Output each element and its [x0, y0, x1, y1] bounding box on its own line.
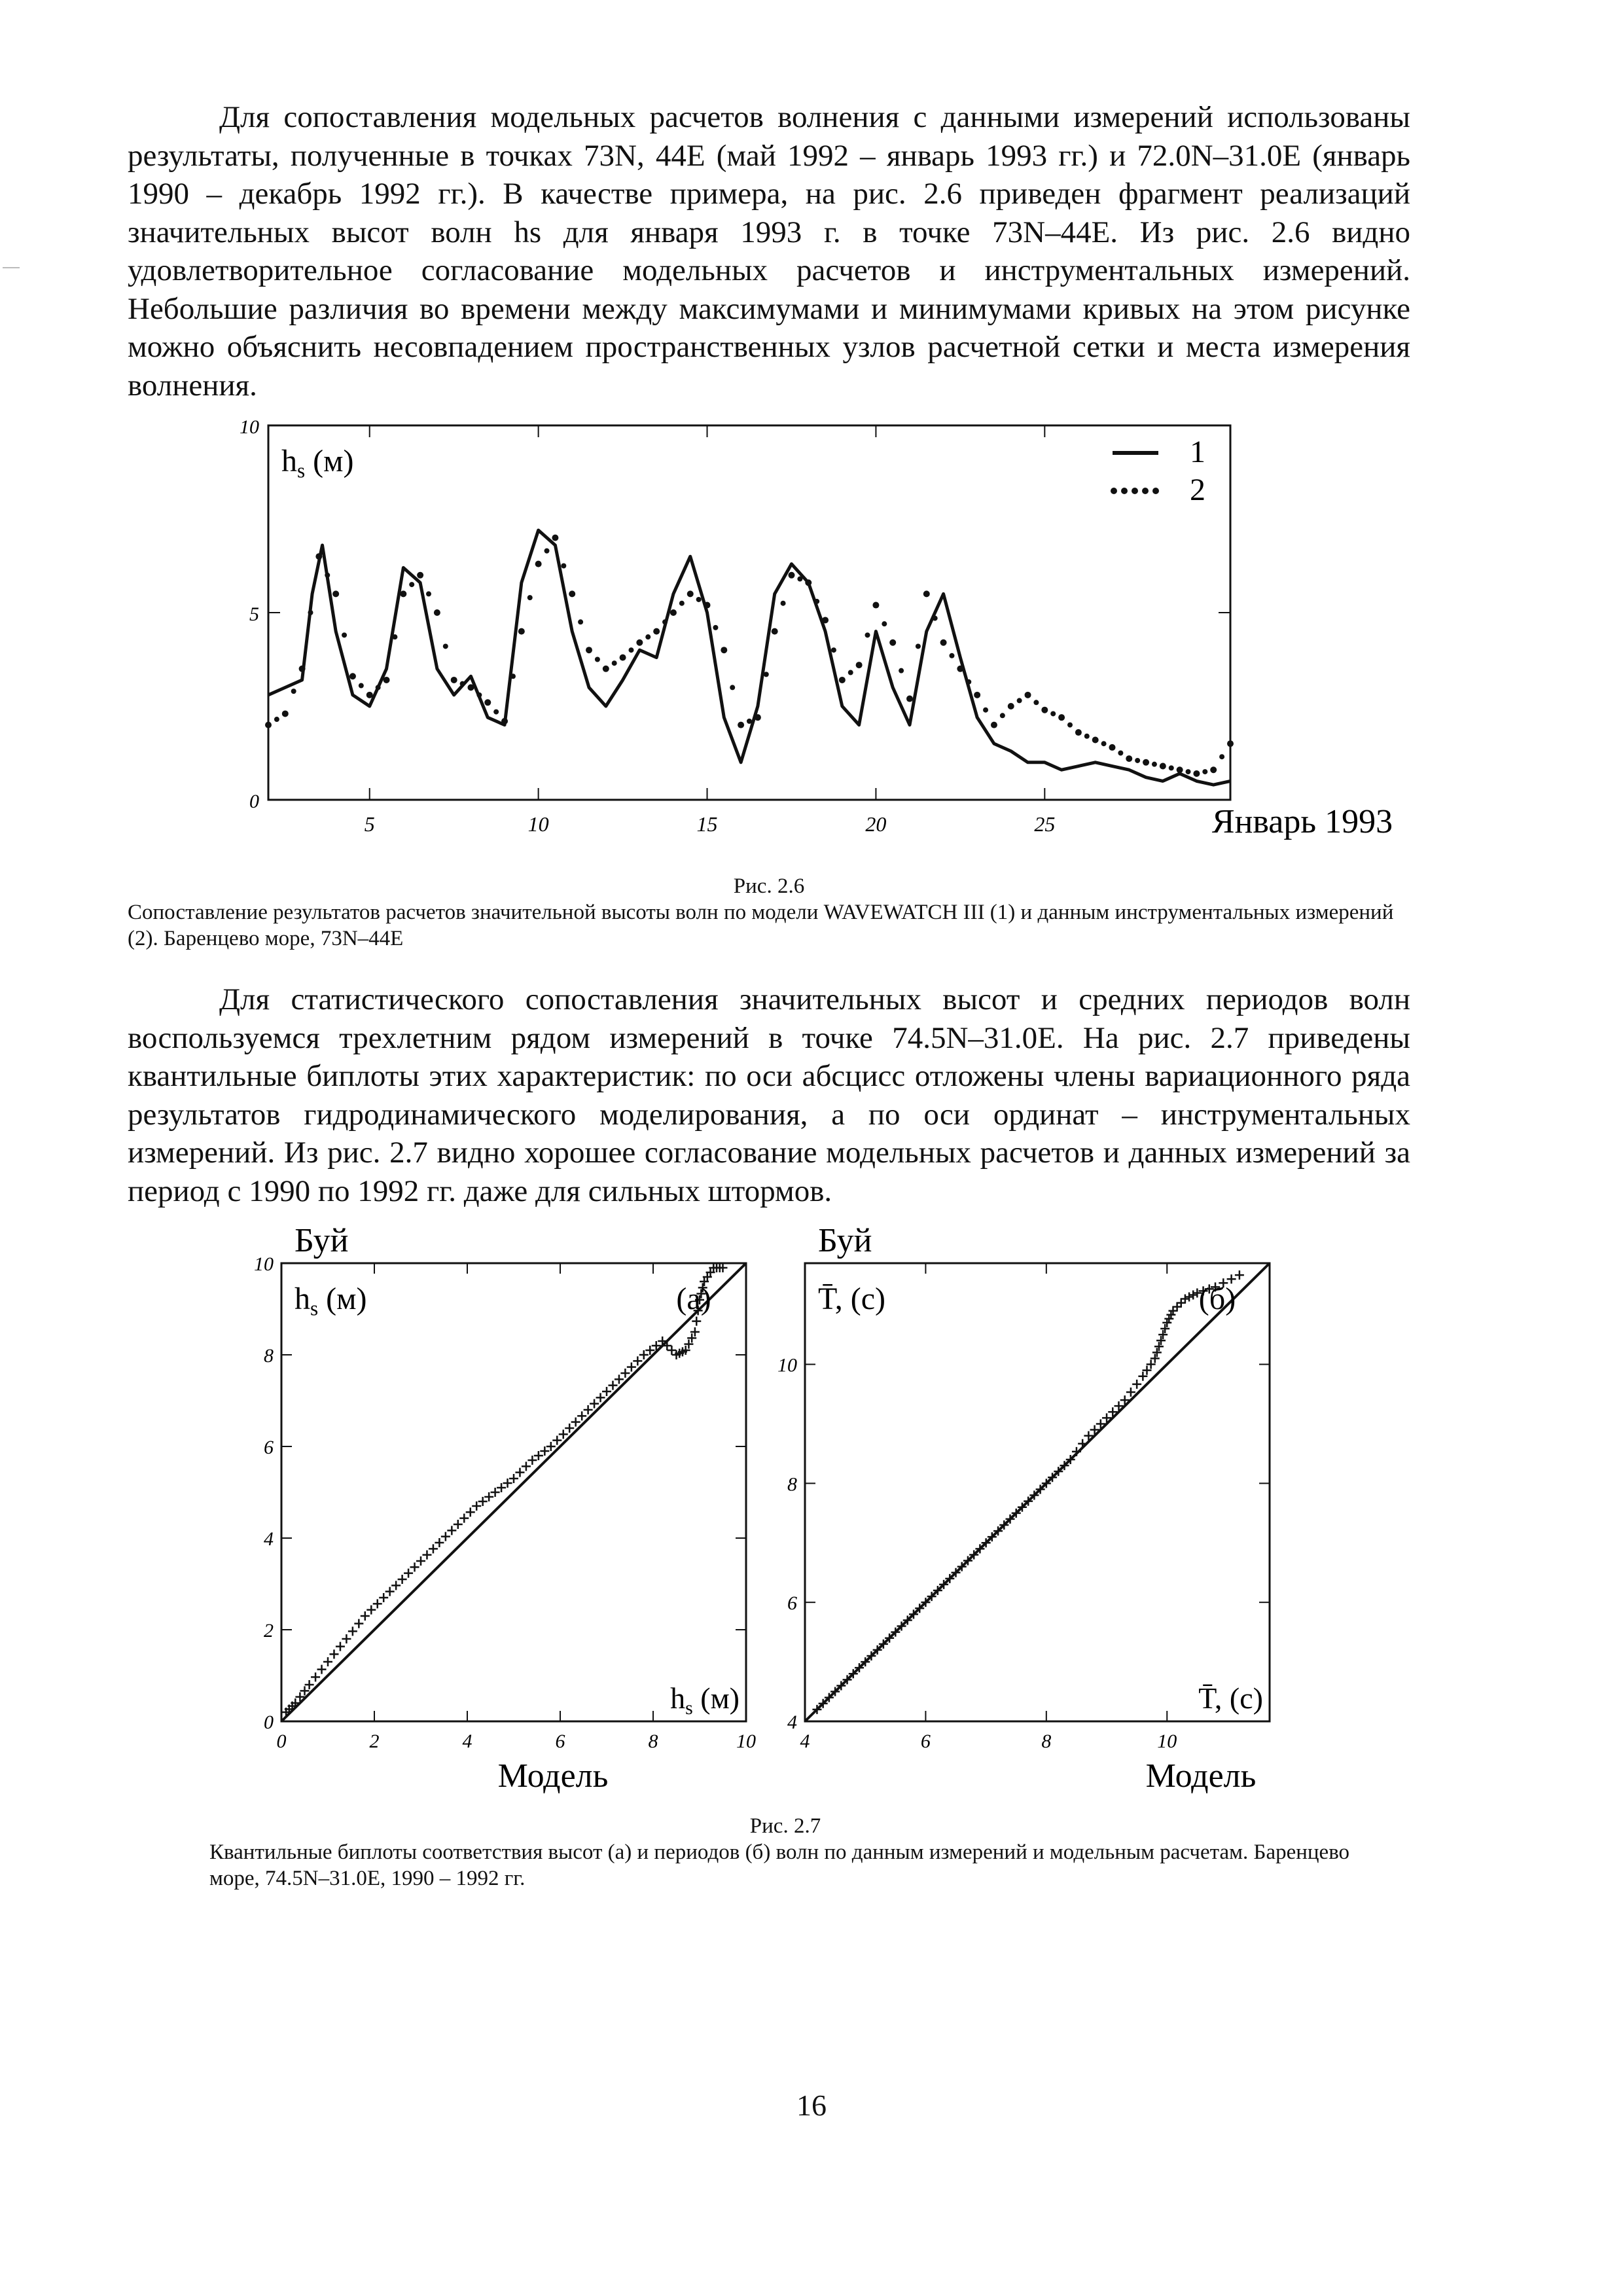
series-2-point — [1210, 766, 1217, 773]
quantile-point — [416, 1556, 425, 1566]
quantile-point — [323, 1657, 332, 1666]
quantile-point — [559, 1429, 568, 1439]
paragraph-1-text: Для сопоставления модельных расчетов волнения с данными измерений использованы результаты, полученные в точках 73N, 44E (май 1992 – январь 1993 гг.) и 72.0N–31.0E (январь 1990 – декабрь 1992 гг.). В качестве примера, на рис. 2.6 приведен фрагмент реализаций значительных высот волн hs для января 1993 г. в точке 73N–44E. Из рис. 2.6 видно удовлетворительное согласование модельных расчетов и инструментальных измерений. Небольшие различия во времени между максимумами и минимумами кривых на этом рисунке можно объяснить несовпадением пространственных узлов расчетной сетки и места измерения волнения. — [128, 100, 1410, 403]
quantile-point — [379, 1593, 388, 1602]
page-number: 16 — [796, 2089, 827, 2122]
series-2-point — [291, 689, 296, 694]
series-2-point — [518, 628, 525, 635]
figure-2-7b-chart — [746, 1217, 1361, 1800]
quantile-point — [491, 1488, 500, 1497]
series-2-point — [569, 590, 575, 597]
series-2-point — [856, 662, 863, 668]
quantile-point — [1078, 1439, 1087, 1448]
quantile-point — [633, 1356, 642, 1365]
y-tick-label: 10 — [777, 1354, 797, 1376]
legend-dot-2 — [1121, 488, 1128, 494]
series-2-point — [484, 699, 491, 706]
figure-2-7-caption — [209, 1813, 1361, 1892]
series-2-point — [493, 709, 499, 715]
series-2-point — [460, 681, 465, 687]
series-2-point — [1041, 707, 1048, 713]
quantile-point — [447, 1526, 456, 1535]
series-2-point — [400, 590, 406, 597]
paragraph-1 — [128, 98, 1410, 404]
y-tick-label: 6 — [787, 1592, 797, 1615]
quantile-point — [484, 1492, 493, 1501]
figure-2-7-caption-number: Рис. 2.7 — [749, 1814, 821, 1838]
series-2-point — [1118, 751, 1123, 756]
quantile-point — [1156, 1336, 1166, 1345]
quantile-point — [435, 1538, 444, 1547]
series-2-point — [906, 696, 913, 702]
series-2-point — [899, 668, 904, 673]
quantile-point — [317, 1665, 327, 1674]
figure-2-6-caption-number: Рис. 2.6 — [733, 874, 805, 898]
quantile-point — [1132, 1380, 1141, 1389]
series-2-point — [662, 619, 668, 624]
quantile-point — [410, 1562, 419, 1571]
series-2-point — [409, 582, 414, 587]
series-2-point — [552, 535, 558, 541]
figure-2-6-caption — [128, 873, 1410, 952]
series-2-point — [687, 590, 694, 597]
x-tick-label: 4 — [462, 1731, 473, 1752]
series-2-point — [636, 639, 643, 646]
y-tick-label: 0 — [264, 1712, 274, 1733]
quantile-point — [1160, 1324, 1169, 1333]
quantile-point — [565, 1424, 574, 1433]
series-2-point — [434, 609, 440, 616]
quantile-point — [527, 1456, 537, 1465]
series-2-point — [417, 572, 423, 579]
y-tick-label: 0 — [249, 791, 259, 812]
quantile-point — [552, 1436, 562, 1445]
series-2-point — [1152, 762, 1157, 767]
figure-2-6-caption-text: Сопоставление результатов расчетов значительной высоты волн по модели WAVEWATCH III (1) и данным инструментальных измерений (2). Баренцево море, 73N–44E — [128, 901, 1394, 950]
series-2-point — [670, 609, 677, 616]
quantile-point — [342, 1634, 351, 1643]
series-2-point — [1177, 766, 1183, 773]
series-2-point — [889, 639, 896, 646]
quantile-point — [620, 1369, 630, 1378]
series-2-point — [872, 602, 879, 609]
quantile-point — [459, 1514, 469, 1523]
quantile-point — [454, 1520, 463, 1529]
quantile-point — [692, 1317, 701, 1326]
series-2-point — [696, 597, 702, 602]
series-2-point — [467, 684, 474, 691]
series-2-point — [1008, 703, 1014, 709]
y-axis-label: $h_s$ (м) — [294, 1282, 367, 1320]
quantile-point — [540, 1446, 549, 1456]
x-axis-label: Модель — [1145, 1757, 1257, 1795]
quantile-point — [639, 1350, 649, 1359]
series-2-point — [274, 717, 279, 722]
y-tick-label: 10 — [240, 416, 259, 438]
series-2-point — [1186, 769, 1191, 774]
series-2-point — [721, 647, 727, 653]
series-2-point — [933, 616, 938, 621]
quantile-point — [404, 1569, 413, 1578]
quantile-point — [1158, 1330, 1168, 1339]
series-2-point — [805, 579, 812, 586]
series-2-point — [923, 590, 930, 597]
series-2-point — [1126, 755, 1132, 762]
series-2-point — [839, 677, 846, 683]
paragraph-2 — [128, 980, 1410, 1210]
series-2-point — [764, 672, 769, 677]
paragraph-2-text: Для статистического сопоставления значительных высот и средних периодов волн воспользуемся трехлетним рядом измерений в точке 74.5N–31.0E. На рис. 2.7 приведены квантильные биплоты этих характеристик: по оси абсцисс отложены члены вариационного ряда результатов гидродинамического моделирования, а по оси ординат – инструментальных измерений. Из рис. 2.7 видно хорошее согласование модельных расчетов и данных измерений за период с 1990 по 1992 гг. даже для сильных штормов. — [128, 982, 1410, 1208]
series-2-point — [1033, 700, 1039, 705]
scan-mark — [3, 267, 20, 268]
quantile-point — [590, 1399, 599, 1408]
series-2-point — [510, 673, 516, 679]
series-2-point — [1017, 698, 1022, 703]
series-2-point — [1058, 714, 1065, 721]
series-2-point — [299, 666, 306, 672]
series-2-point — [713, 625, 718, 630]
figure-2-7-caption-text: Квантильные биплоты соответствия высот (а) и периодов (б) волн по данным измерений и модельным расчетам. Баренцево море, 74.5N–31.0E, 1990 – 1992 гг. — [209, 1840, 1350, 1890]
series-2-point — [1109, 744, 1115, 751]
y-tick-label: 8 — [264, 1345, 274, 1367]
series-2-point — [366, 692, 373, 698]
quantile-point — [391, 1581, 401, 1590]
x-tick-label: 20 — [865, 812, 887, 836]
series-2-point — [1219, 754, 1224, 759]
series-2-point — [738, 722, 744, 728]
quantile-point — [627, 1363, 636, 1372]
series-2-point — [755, 714, 761, 721]
series-2-point — [1160, 763, 1166, 770]
series-1-line — [268, 530, 1230, 785]
quantile-point — [311, 1672, 320, 1681]
x-tick-label: 10 — [736, 1731, 756, 1752]
panel-label: (а) — [676, 1282, 711, 1316]
quantile-point — [522, 1462, 531, 1471]
x-axis-label: Январь 1993 — [1211, 803, 1393, 840]
series-2-point — [1067, 723, 1073, 728]
series-2-point — [265, 722, 272, 728]
y-tick-label: 5 — [249, 603, 259, 625]
series-2-point — [916, 643, 921, 649]
series-2-point — [1135, 758, 1140, 763]
series-2-point — [781, 601, 786, 606]
series-2-point — [1169, 765, 1174, 770]
reference-line — [281, 1263, 746, 1721]
quantile-point — [348, 1626, 357, 1636]
quantile-point — [534, 1451, 543, 1460]
x-tick-label: 10 — [1157, 1731, 1177, 1752]
series-2-point — [966, 679, 971, 685]
quantile-point — [398, 1575, 407, 1584]
series-2-point — [527, 595, 533, 600]
series-2-point — [544, 548, 550, 554]
series-2-point — [1202, 769, 1207, 774]
x-axis-label: Модель — [497, 1757, 609, 1795]
series-2-point — [1050, 711, 1056, 716]
y-axis-label: T̄, (с) — [818, 1282, 886, 1316]
series-2-point — [501, 718, 508, 725]
series-2-point — [620, 655, 626, 661]
series-2-point — [578, 619, 583, 624]
x-axis-inner-label: $h_s$ (м) — [670, 1681, 740, 1719]
y-tick-label: 4 — [787, 1712, 797, 1733]
y-tick-label: 4 — [264, 1528, 274, 1550]
quantile-point — [329, 1649, 338, 1659]
quantile-point — [1154, 1342, 1164, 1351]
quantile-point — [571, 1418, 580, 1427]
quantile-point — [385, 1587, 395, 1596]
figure-2-6-chart — [216, 412, 1393, 844]
series-2-point — [332, 590, 339, 597]
quantile-point — [472, 1501, 481, 1511]
series-2-point — [586, 647, 592, 653]
series-2-point — [325, 573, 330, 578]
quantile-point — [509, 1474, 518, 1483]
series-2-point — [974, 692, 980, 698]
legend-dot-2 — [1132, 488, 1138, 494]
series-2-point — [308, 610, 313, 615]
x-tick-label: 8 — [648, 1731, 658, 1752]
series-2-point — [359, 683, 364, 689]
series-2-point — [865, 632, 870, 637]
series-2-point — [561, 564, 566, 569]
reference-line — [805, 1263, 1270, 1721]
series-2-point — [603, 666, 609, 672]
plot-frame — [268, 425, 1230, 800]
y-axis-label: $h_s$ (м) — [281, 444, 354, 482]
series-2-point — [822, 617, 829, 623]
quantile-point — [503, 1479, 512, 1488]
panel-title: Буй — [818, 1222, 872, 1259]
panel-label: (б) — [1198, 1282, 1236, 1316]
x-tick-label: 25 — [1034, 812, 1056, 836]
series-2-point — [1227, 740, 1234, 747]
series-2-point — [679, 601, 685, 606]
quantile-point — [422, 1551, 431, 1560]
quantile-point — [361, 1611, 370, 1621]
series-2-point — [392, 634, 397, 639]
quantile-point — [1152, 1348, 1162, 1357]
quantile-point — [1072, 1447, 1081, 1456]
series-2-point — [653, 628, 660, 635]
x-tick-label: 0 — [276, 1731, 287, 1752]
quantile-point — [596, 1393, 605, 1402]
panel-title: Буй — [294, 1222, 349, 1259]
series-2-point — [612, 660, 617, 666]
series-2-point — [772, 628, 778, 635]
quantile-point — [354, 1619, 363, 1628]
quantile-point — [546, 1442, 556, 1451]
legend-dot-2 — [1152, 488, 1159, 494]
quantile-point — [608, 1381, 617, 1390]
quantile-point — [373, 1599, 382, 1608]
x-tick-label: 6 — [920, 1731, 931, 1752]
x-tick-label: 2 — [369, 1731, 380, 1752]
y-tick-label: 8 — [787, 1473, 797, 1496]
series-2-point — [282, 710, 289, 717]
x-tick-label: 8 — [1041, 1731, 1052, 1752]
x-tick-label: 4 — [800, 1731, 810, 1752]
series-2-point — [376, 685, 381, 690]
series-2-point — [788, 572, 794, 579]
series-2-point — [1084, 734, 1090, 739]
series-2-point — [949, 653, 954, 658]
legend-label-1: 1 — [1190, 435, 1205, 469]
y-tick-label: 10 — [254, 1253, 274, 1275]
series-2-point — [645, 634, 651, 639]
x-tick-label: 6 — [555, 1731, 565, 1752]
series-2-point — [383, 677, 390, 683]
quantile-point — [429, 1544, 438, 1553]
legend-dot-2 — [1111, 488, 1117, 494]
series-2-point — [940, 639, 947, 646]
series-2-point — [1092, 736, 1099, 743]
series-2-point — [704, 602, 711, 609]
x-axis-inner-label: T̄, (с) — [1198, 1681, 1263, 1715]
quantile-point — [366, 1605, 376, 1615]
series-2-point — [1193, 770, 1200, 777]
figure-2-7a-chart — [223, 1217, 772, 1800]
series-2-point — [451, 677, 457, 683]
series-2-point — [595, 657, 600, 662]
legend-dot-2 — [1142, 488, 1149, 494]
series-2-point — [342, 632, 347, 637]
quantile-point — [515, 1468, 524, 1477]
legend-label-2: 2 — [1190, 473, 1205, 507]
quantile-point — [497, 1483, 506, 1492]
series-2-point — [535, 561, 542, 567]
series-2-point — [747, 719, 752, 724]
series-2-point — [882, 621, 887, 626]
series-2-point — [983, 708, 988, 713]
x-tick-label: 15 — [696, 812, 718, 836]
series-2-point — [831, 647, 836, 653]
series-2-point — [315, 553, 322, 560]
series-2-point — [1143, 759, 1149, 766]
series-2-point — [957, 666, 963, 672]
series-2-point — [814, 599, 819, 604]
series-2-point — [1101, 741, 1107, 746]
y-tick-label: 2 — [264, 1620, 274, 1641]
quantile-point — [336, 1642, 345, 1651]
series-2-point — [991, 722, 997, 728]
quantile-point — [602, 1387, 611, 1396]
quantile-point — [305, 1680, 314, 1689]
quantile-point — [615, 1374, 624, 1384]
series-2-point — [848, 670, 853, 675]
series-2-point — [730, 685, 735, 690]
series-2-point — [797, 577, 802, 582]
series-2-point — [1000, 713, 1005, 718]
series-2-point — [628, 647, 633, 653]
series-2-point — [349, 673, 356, 679]
series-2-point — [1075, 729, 1082, 736]
quantile-point — [441, 1532, 450, 1541]
quantile-point — [584, 1405, 593, 1414]
quantile-point — [466, 1507, 475, 1516]
quantile-point — [1235, 1270, 1244, 1280]
x-tick-label: 10 — [527, 812, 549, 836]
series-2-point — [443, 643, 448, 649]
quantile-point — [478, 1497, 488, 1506]
series-2-point — [1025, 692, 1031, 698]
series-2-point — [426, 591, 431, 596]
x-tick-label: 5 — [364, 812, 375, 836]
quantile-point — [577, 1411, 586, 1420]
y-tick-label: 6 — [264, 1437, 274, 1458]
series-2-point — [476, 692, 482, 698]
